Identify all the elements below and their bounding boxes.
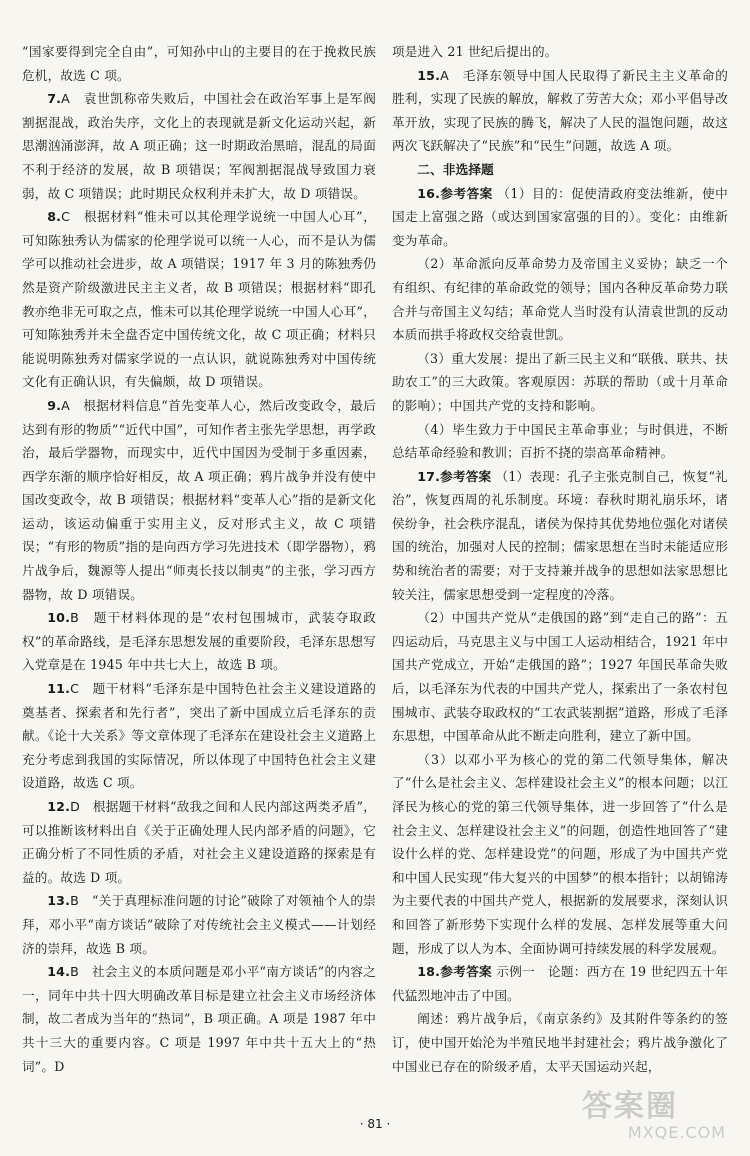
question-number: 7.	[47, 91, 62, 107]
answer-item	[22, 87, 376, 205]
reference-answer-item	[392, 960, 728, 1007]
watermark-bottom: MXQE.COM	[627, 1123, 726, 1142]
paragraph: （2）中国共产党从“走俄国的路”到“走自己的路”：五四运动后，马克思主义与中国工人运动相结合，1921 年中国共产党成立，开始“走俄国的路”；1927 年国民革命失败后，以毛泽东为代表的中国共产党人，探索出了一条农村包围城市、武装夺取政权的“工农武装割据”道路，形成了毛泽东思想，中国革命从此不断走向胜利，建立了新中国。	[392, 610, 728, 744]
answer-explanation: 根据材料“惟未可以其伦理学说统一中国人心耳”，可知陈独秀认为儒家的伦理学说可以统一人心，而不是认为儒学可以推动社会进步，故 A 项错误；1917 年 3 月的陈独秀仍然是资产阶级激进民主主义者，故 B 项错误；根据材料“即孔教亦绝非无可取之点，惟未可以其伦理学说统一中国人心耳”，可知陈独秀并未全盘否定中国传统文化，故 C 项正确；材料只能说明陈独秀对儒家学说的一点认识，就说陈独秀对中国传统文化有正确认识，有失偏颇，故 D 项错误。	[22, 209, 377, 390]
answer-item	[22, 795, 376, 889]
answer-explanation: 根据材料信息“首先变革人心，然后改变政令，最后达到有形的物质”“近代中国”，可知作者主张先学思想，再学政治，最后学器物，而现实中，近代中国因为受制于多重因素，西学东渐的顺序恰好相反，故 A 项正确；鸦片战争并没有使中国改变政令，故 B 项错误；根据材料“变革人心”指的是新文化运动，该运动偏重于实用主义，反对形式主义，故 C 项错误；“有形的物质”指的是向西方学习先进技术（即学器物），鸦片战争后，魏源等人提出“师夷长技以制夷”的主张，学习西方器物，故 D 项错误。	[22, 397, 377, 602]
answer-explanation: 袁世凯称帝失败后，中国社会在政治军事上是军阀割据混战，政治失序，文化上的表现就是新文化运动兴起，新思潮汹涌澎湃，故 A 项正确；这一时期政治黑暗，混乱的局面不利于经济的发展，故 B 项错误；军阀割据混战导致国力衰弱，故 C 项错误；此时期民众权利并未扩大，故 D 项错误。	[22, 91, 377, 201]
reference-answer-text: （1）目的：促使清政府变法维新，使中国走上富强之路（或达到国家富强的目的）。变化：由维新变为革命。	[392, 185, 728, 248]
paragraph: （3）以邓小平为核心的党的第二代领导集体，解决了“什么是社会主义、怎样建设社会主义”的根本问题；以江泽民为核心的党的第三代领导集体，进一步回答了“什么是社会主义、怎样建设社会主义”的问题，创造性地回答了“建设什么样的党、怎样建设党”的问题，形成了为中国共产党和中国人民实现“伟大复兴的中国梦”的根本指针；以胡锦涛为主要代表的中国共产党人，根据新的发展要求，深刻认识和回答了新形势下实现什么样的发展、怎样发展等重大问题，形成了以人为本、全面协调可持续发展的科学发展观。	[392, 751, 728, 956]
question-number: 14.	[47, 964, 71, 980]
reference-answer-label: 参考答案	[440, 468, 492, 484]
answer-explanation: 根据题干材料“敌我之间和人民内部这两类矛盾”，可以推断该材料出自《关于正确处理人民内部矛盾的问题》，它正确分析了不同性质的矛盾，对社会主义建设道路的探索是有益的。故选 D 项。	[22, 799, 376, 885]
spacer	[79, 681, 93, 696]
spacer	[449, 68, 463, 83]
answer-letter: C	[61, 209, 71, 225]
question-number: 18.	[417, 964, 441, 980]
answer-item	[22, 677, 376, 795]
right-column	[392, 40, 728, 1078]
spacer	[79, 964, 92, 979]
paragraph: （4）毕生致力于中国民主革命事业；与时俱进，不断总结革命经验和教训；百折不挠的崇高革命精神。	[392, 421, 728, 461]
answer-item	[22, 205, 376, 394]
answer-letter: C	[70, 681, 80, 697]
answer-item	[22, 889, 376, 960]
paragraph: （2）革命派向反革命势力及帝国主义妥协；缺乏一个有组织、有纪律的革命政党的领导；国内各种反革命势力联合并与帝国主义勾结；革命党人当时没有认清袁世凯的反动本质而拱手将政权交给袁世凯。	[392, 256, 728, 343]
question-number: 9.	[47, 397, 62, 413]
answer-letter: B	[70, 893, 79, 909]
answer-item	[22, 394, 376, 606]
question-number: 17.	[417, 468, 441, 484]
paragraph: “国家要得到完全自由”，可知孙中山的主要目的在于挽救民族危机，故选 C 项。	[22, 44, 376, 83]
page-number: · 81 ·	[359, 1117, 391, 1131]
question-number: 10.	[47, 610, 71, 626]
question-number: 12.	[47, 799, 71, 814]
question-number: 15.	[417, 67, 441, 83]
watermark-logo	[582, 1090, 732, 1148]
reference-answer-label: 参考答案	[440, 185, 493, 201]
question-number: 8.	[47, 209, 62, 225]
answer-explanation: 社会主义的本质问题是邓小平“南方谈话”的内容之一，同年中共十四大明确改革目标是建立社会主义市场经济体制，故二者成为当年的“热词”，B 项正确。A 项是 1987 年中共十三大的重要内容。C 项是 1997 年中共十五大上的“热词”。D	[22, 964, 377, 1074]
answer-explanation: 题干材料“毛泽东是中国特色社会主义建设道路的奠基者、探索者和先行者”，突出了新中国成立后毛泽东的贡献。《论十大关系》等文章体现了毛泽东在建设社会主义道路上充分考虑到我国的实际情况，所以体现了中国特色社会主义建设道路，故选 C 项。	[22, 681, 376, 791]
answer-item	[22, 960, 376, 1078]
answer-explanation: 毛泽东领导中国人民取得了新民主主义革命的胜利，实现了民族的解放，解救了劳苦大众；邓小平倡导改革开放，实现了民族的腾飞，解决了人民的温饱问题，故这两次飞跃解决了“民族”和“民生”问题，故选 A 项。	[392, 67, 729, 154]
answer-letter: A	[61, 397, 70, 413]
reference-answer-label: 参考答案	[440, 964, 492, 980]
answer-letter: D	[70, 799, 81, 814]
answer-explanation: “关于真理标准问题的讨论”破除了对领袖个人的崇拜，邓小平“南方谈话”破除了对传统社会主义模式——计划经济的崇拜，故选 B 项。	[22, 893, 377, 956]
answer-explanation: 题干材料体现的是“农村包围城市，武装夺取政权”的革命路线，是毛泽东思想发展的重要阶段，毛泽东思想写入党章是在 1945 年中共七大上，故选 B 项。	[22, 610, 377, 673]
spacer	[70, 209, 84, 224]
answer-item	[392, 64, 728, 158]
question-number: 13.	[47, 893, 71, 909]
spacer	[79, 610, 94, 625]
paragraph: 项是进入 21 世纪后提出的。	[392, 44, 558, 59]
answer-item	[22, 606, 376, 677]
answer-letter: A	[440, 67, 449, 83]
question-number: 16.	[417, 185, 441, 201]
spacer	[79, 893, 92, 908]
question-number: 11.	[47, 681, 71, 697]
left-column	[22, 40, 376, 1078]
answer-letter: B	[70, 964, 79, 980]
paragraph: 阐述：鸦片战争后，《南京条约》及其附件等条约的签订，使中国开始沦为半殖民地半封建社会；鸦片战争激化了中国业已存在的阶级矛盾，太平天国运动兴起，	[392, 1011, 728, 1074]
answer-letter: B	[70, 610, 79, 626]
reference-answer-item	[392, 465, 728, 607]
paragraph: （3）重大发展：提出了新三民主义和“联俄、联共、扶助农工”的三大政策。客观原因：苏联的帮助（或十月革命的影响）；中国共产党的支持和影响。	[392, 350, 728, 413]
watermark-top: 答案圈	[582, 1089, 678, 1124]
reference-answer-text: （1）表现：孔子主张克制自己，恢复“礼治”，恢复西周的礼乐制度。环境：春秋时期礼崩乐坏，诸侯纷争，社会秩序混乱，诸侯为保持其优势地位强化对诸侯国的统治，加强对人民的控制；儒家思想在当时未能适应形势和统治者的需要；对于支持兼并战争的思想如法家思想比较关注，儒家思想受到一定程度的冷落。	[392, 468, 728, 602]
reference-answer-item	[392, 182, 728, 253]
spacer	[70, 91, 84, 106]
reference-answer-text: 示例一 论题：西方在 19 世纪四五十年代猛烈地冲击了中国。	[392, 964, 728, 1003]
section-heading: 二、非选择题	[417, 161, 494, 177]
spacer	[70, 398, 83, 413]
spacer	[80, 799, 93, 814]
answer-letter: A	[61, 91, 70, 107]
